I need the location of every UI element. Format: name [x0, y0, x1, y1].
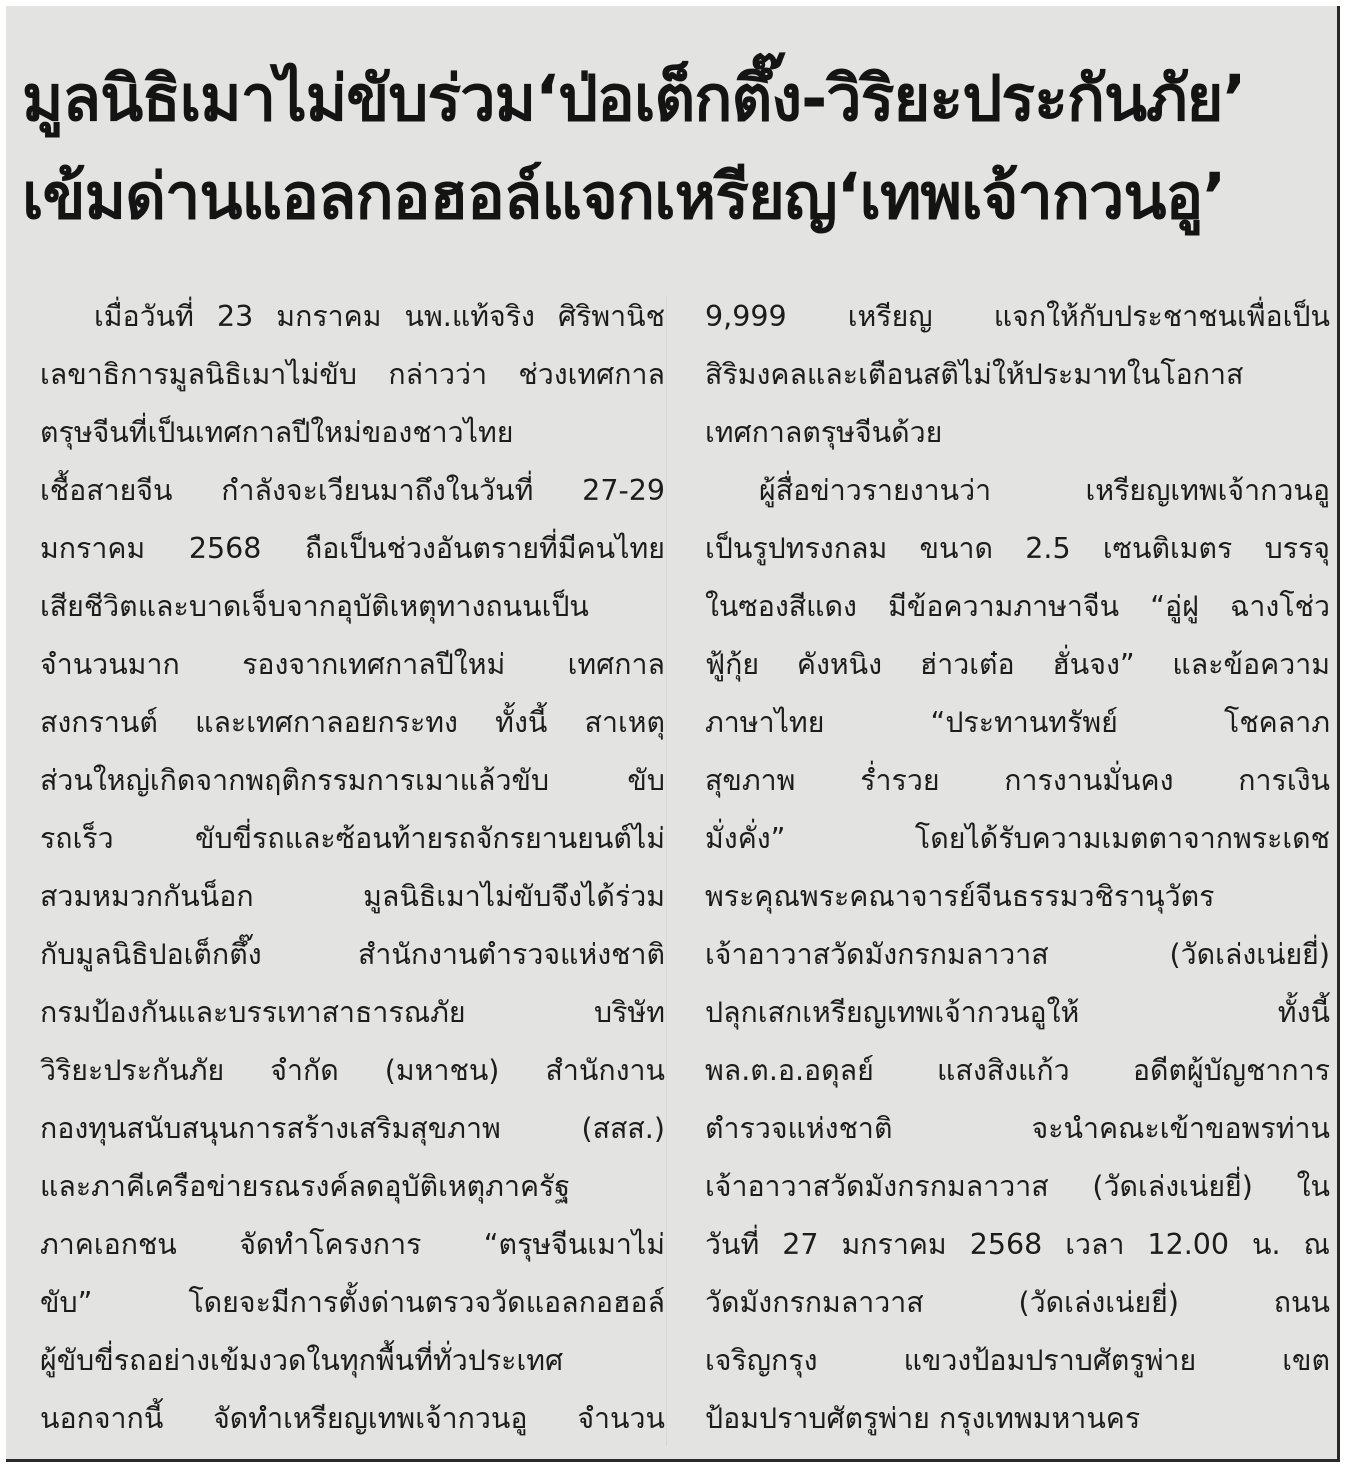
- column-line: ผู้สื่อข่าวรายงานว่า เหรียญเทพเจ้ากวนอู: [759, 474, 1330, 507]
- column-line: กับมูลนิธิปอเต็กตึ๊ง สำนักงานตำรวจแห่งชาติ: [40, 938, 665, 971]
- column-line: จำนวนมาก รองจากเทศกาลปีใหม่ เทศกาล: [40, 648, 665, 681]
- column-line: 9,999 เหรียญ แจกให้กับประชาชนเพื่อเป็น: [705, 300, 1330, 333]
- headline-line-2: เข้มด่านแอลกอฮอล์แจกเหรียญ‘เทพเจ้ากวนอู’: [22, 160, 1226, 233]
- column-gutter: [666, 296, 667, 1446]
- column-line: วัดมังกรกมลาวาส (วัดเล่งเน่ยยี่) ถนน: [705, 1286, 1330, 1319]
- column-line: เป็นรูปทรงกลม ขนาด 2.5 เซนติเมตร บรรจุ: [705, 532, 1330, 565]
- article-column-left: [40, 288, 665, 1448]
- column-line: มั่งคั่ง” โดยได้รับความเมตตาจากพระเดช: [705, 822, 1330, 855]
- column-line: ตรุษจีนที่เป็นเทศกาลปีใหม่ของชาวไทย: [40, 416, 514, 449]
- headline-line-1: มูลนิธิเมาไม่ขับร่วม‘ป่อเต็กตึ๊ง-วิริยะประกันภัย’: [22, 62, 1246, 135]
- column-line: ป้อมปราบศัตรูพ่าย กรุงเทพมหานคร: [705, 1402, 1141, 1435]
- column-line: เชื้อสายจีน กำลังจะเวียนมาถึงในวันที่ 27-29: [40, 474, 665, 507]
- column-line: และภาคีเครือข่ายรณรงค์ลดอุบัติเหตุภาครัฐ: [40, 1170, 571, 1203]
- column-line: สิริมงคลและเตือนสติไม่ให้ประมาทในโอกาส: [705, 358, 1244, 391]
- column-line: วิริยะประกันภัย จำกัด (มหาชน) สำนักงาน: [40, 1054, 665, 1087]
- column-line: พล.ต.อ.อดุลย์ แสงสิงแก้ว อดีตผู้บัญชาการ: [705, 1054, 1330, 1087]
- column-line: เมื่อวันที่ 23 มกราคม นพ.แท้จริง ศิริพานิช: [94, 300, 665, 333]
- article-column-right: [705, 288, 1330, 1448]
- column-line: เทศกาลตรุษจีนด้วย: [705, 416, 943, 449]
- column-line: กองทุนสนับสนุนการสร้างเสริมสุขภาพ (สสส.): [40, 1112, 665, 1145]
- column-line: เจ้าอาวาสวัดมังกรกมลาวาส (วัดเล่งเน่ยยี่) ใน: [705, 1170, 1330, 1203]
- column-line: ภาคเอกชน จัดทำโครงการ “ตรุษจีนเมาไม่: [40, 1228, 665, 1261]
- column-line: รถเร็ว ขับขี่รถและซ้อนท้ายรถจักรยานยนต์ไม่: [40, 822, 665, 855]
- column-line: สวมหมวกกันน็อก มูลนิธิเมาไม่ขับจึงได้ร่วม: [40, 880, 665, 913]
- column-line: ฟู้กุ้ย คังหนิง ฮ่าวเต๋อ ฮั่นจง” และข้อความ: [705, 648, 1330, 681]
- column-line: พระคุณพระคณาจารย์จีนธรรมวชิรานุวัตร: [705, 880, 1215, 913]
- column-line: ตำรวจแห่งชาติ จะนำคณะเข้าขอพรท่าน: [705, 1112, 1330, 1145]
- column-line: ภาษาไทย “ประทานทรัพย์ โชคลาภ: [705, 706, 1330, 739]
- column-line: สุขภาพ ร่ำรวย การงานมั่นคง การเงิน: [705, 764, 1330, 797]
- newspaper-clipping: [6, 6, 1340, 1462]
- column-line: เจ้าอาวาสวัดมังกรกมลาวาส (วัดเล่งเน่ยยี่): [705, 938, 1330, 971]
- column-line: เลขาธิการมูลนิธิเมาไม่ขับ กล่าวว่า ช่วงเทศกาล: [40, 358, 665, 391]
- column-line: ขับ” โดยจะมีการตั้งด่านตรวจวัดแอลกอฮอล์: [40, 1286, 665, 1319]
- headline: [22, 50, 1332, 246]
- column-line: สงกรานต์ และเทศกาลอยกระทง ทั้งนี้ สาเหตุ: [40, 706, 665, 739]
- column-line: กรมป้องกันและบรรเทาสาธารณภัย บริษัท: [40, 996, 665, 1029]
- column-line: ส่วนใหญ่เกิดจากพฤติกรรมการเมาแล้วขับ ขับ: [40, 764, 665, 797]
- column-line: วันที่ 27 มกราคม 2568 เวลา 12.00 น. ณ: [705, 1228, 1330, 1261]
- column-line: ในซองสีแดง มีข้อความภาษาจีน “อู่ฝู ฉางโช่ว: [705, 590, 1330, 623]
- column-line: เสียชีวิตและบาดเจ็บจากอุบัติเหตุทางถนนเป็น: [40, 590, 589, 623]
- column-line: นอกจากนี้ จัดทำเหรียญเทพเจ้ากวนอู จำนวน: [40, 1402, 665, 1435]
- column-line: ผู้ขับขี่รถอย่างเข้มงวดในทุกพื้นที่ทั่วประเทศ: [40, 1344, 564, 1377]
- column-line: ปลุกเสกเหรียญเทพเจ้ากวนอูให้ ทั้งนี้: [705, 996, 1330, 1029]
- column-line: เจริญกรุง แขวงป้อมปราบศัตรูพ่าย เขต: [705, 1344, 1330, 1377]
- column-line: มกราคม 2568 ถือเป็นช่วงอันตรายที่มีคนไทย: [40, 532, 665, 565]
